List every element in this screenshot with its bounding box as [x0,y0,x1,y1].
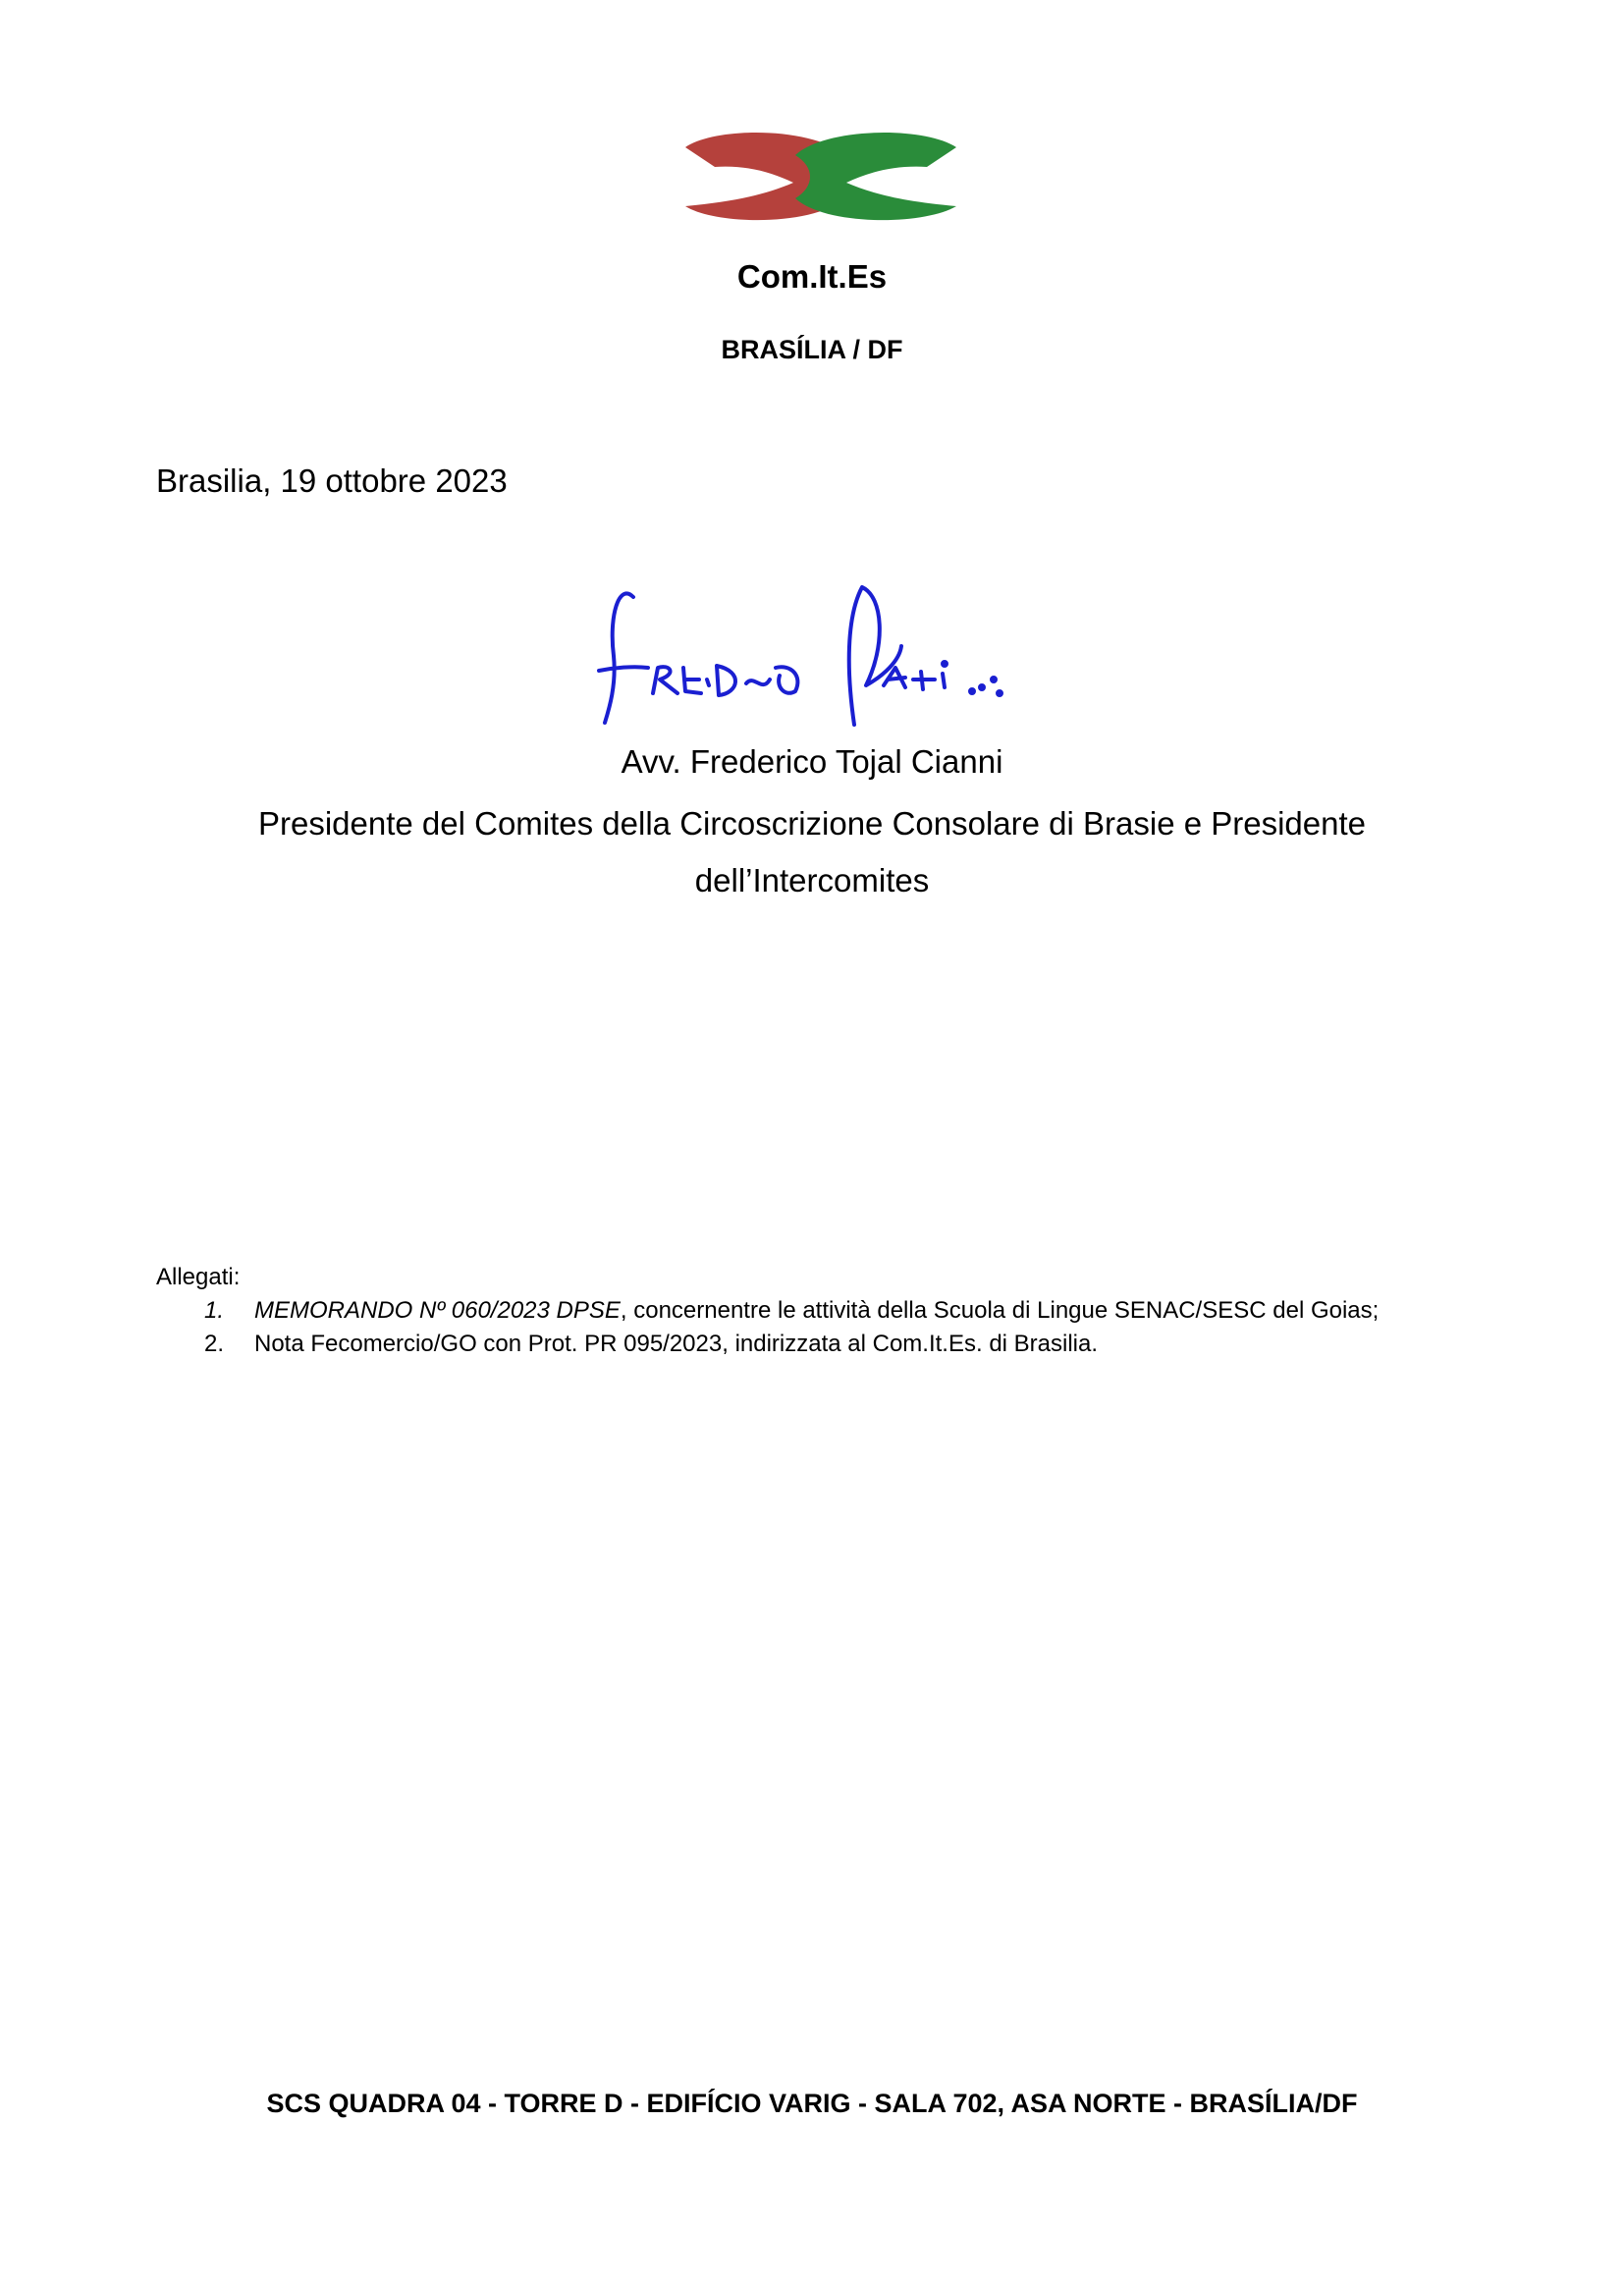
attachment-text [254,1293,1379,1329]
organization-name: Com.It.Es [736,258,888,295]
attachment-number: 1. [204,1297,225,1324]
attachment-text [254,1327,1098,1362]
attachment-number: 2. [204,1331,225,1357]
organization-city: BRASÍLIA / DF [721,335,903,364]
attachment-lead: MEMORANDO Nº 060/2023 DPSE [254,1297,621,1324]
signer-role-line-2: dell’Intercomites [694,862,930,898]
logo-green-crescent [795,133,956,220]
signer-role [0,795,1624,909]
attachment-description: Nota Fecomercio/GO con Prot. PR 095/2023, indirizzata al Com.It.Es. di Brasilia. [254,1331,1099,1357]
signer-name: Avv. Frederico Tojal Cianni [621,743,1003,780]
signer-role-line-1: Presidente del Comites della Circoscrizione Consolare di Brasie e Presidente [257,805,1367,842]
attachments-label: Allegati: [156,1264,241,1290]
letter-date: Brasilia, 19 ottobre 2023 [156,462,508,499]
comites-logo-icon [677,128,962,226]
handwritten-signature [589,577,1041,734]
footer-address: SCS QUADRA 04 - TORRE D - EDIFÍCIO VARIG - SALA 702, ASA NORTE - BRASÍLIA/DF [266,2089,1358,2118]
attachment-description: , concernentre le attività della Scuola di Lingue SENAC/SESC del Goias; [620,1297,1380,1324]
